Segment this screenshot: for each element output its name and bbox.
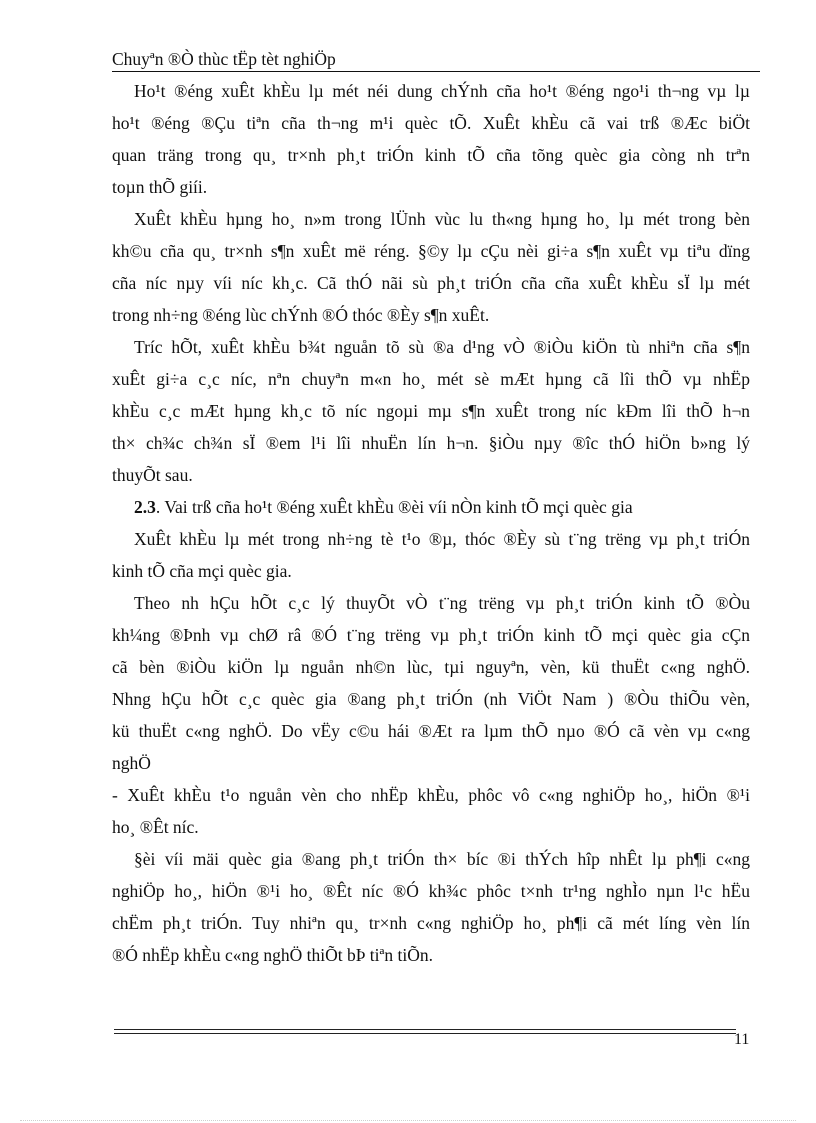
text-line: kh¼ng ®Þnh vµ chØ râ ®Ó t¨ng trëng vµ ph¸t triÓn kinh tÕ mçi quèc gia cÇn bbox=[112, 625, 750, 645]
text-line: th× ch¾c ch¾n sÏ ®em l¹i lîi nhuËn lín h¬n. §iÒu nµy ®îc thÓ hiÖn b»ng lý bbox=[112, 433, 750, 453]
text-line: kh©u cña qu¸ tr×nh s¶n xuÊt më réng. §©y lµ cÇu nèi gi÷a s¶n xuÊt vµ tiªu dïng bbox=[112, 241, 750, 261]
text-line: XuÊt khÈu hµng ho¸ n»m trong lÜnh vùc lu th«ng hµng ho¸ lµ mét trong bèn bbox=[134, 209, 750, 229]
text-line: ®Ó nhËp khÈu c«ng nghÖ thiÕt bÞ tiªn tiÕn. bbox=[112, 945, 433, 965]
page-number: 11 bbox=[734, 1031, 750, 1048]
text-line: Ho¹t ®éng xuÊt khÈu lµ mét néi dung chÝnh cña ho¹t ®éng ngo¹i th¬ng vµ lµ bbox=[134, 81, 750, 101]
text-line: kinh tÕ cña mçi quèc gia. bbox=[112, 561, 292, 581]
text-line: ho¹t ®éng ®Çu tiªn cña th¬ng m¹i quèc tÕ. XuÊt khÈu cã vai trß ®Æc biÖt bbox=[112, 113, 750, 133]
text-line: cña níc nµy víi níc kh¸c. Cã thÓ nãi sù ph¸t triÓn cña cña xuÊt khÈu sÏ lµ mét bbox=[112, 273, 750, 293]
footer-rule-bottom bbox=[114, 1033, 736, 1034]
section-title: Vai trß cña ho¹t ®éng xuÊt khÈu ®èi víi nÒn kinh tÕ mçi quèc gia bbox=[164, 497, 633, 517]
page-edge-divider bbox=[20, 1120, 796, 1121]
text-line: thuyÕt sau. bbox=[112, 465, 193, 485]
text-line: xuÊt gi÷a c¸c níc, nªn chuyªn m«n ho¸ mét sè mÆt hµng cã lîi thÕ vµ nhËp bbox=[112, 369, 750, 389]
text-line: ho¸ ®Êt níc. bbox=[112, 817, 199, 837]
text-line: Nhng hÇu hÕt c¸c quèc gia ®ang ph¸t triÓn (nh ViÖt Nam ) ®Òu thiÕu vèn, bbox=[112, 689, 750, 709]
page-header: Chuyªn ®Ò thùc tËp tèt nghiÖp bbox=[112, 49, 336, 69]
text-line: cã bèn ®iÒu kiÖn lµ nguån nh©n lùc, tµi nguyªn, vèn, kü thuËt c«ng nghÖ. bbox=[112, 657, 750, 677]
text-line: chËm ph¸t triÓn. Tuy nhiªn qu¸ tr×nh c«ng nghiÖp ho¸ ph¶i cã mét líng vèn lín bbox=[112, 913, 750, 933]
text-line: toµn thÕ giíi. bbox=[112, 177, 208, 197]
text-line: kü thuËt c«ng nghÖ. Do vËy c©u hái ®Æt ra lµm thÕ nµo ®Ó cã vèn vµ c«ng bbox=[112, 721, 750, 741]
section-heading bbox=[134, 491, 633, 523]
header-rule bbox=[112, 71, 760, 72]
text-line: khÈu c¸c mÆt hµng kh¸c tõ níc ngoµi mµ s¶n xuÊt trong níc kÐm lîi thÕ h¬n bbox=[112, 401, 750, 421]
section-number-suffix: . bbox=[155, 497, 161, 517]
text-line: - XuÊt khÈu t¹o nguån vèn cho nhËp khÈu, phôc vô c«ng nghiÖp ho¸, hiÖn ®¹i bbox=[112, 785, 750, 805]
text-line: trong nh÷ng ®éng lùc chÝnh ®Ó thóc ®Èy s¶n xuÊt. bbox=[112, 305, 490, 325]
text-line: Theo nh hÇu hÕt c¸c lý thuyÕt vÒ t¨ng trëng vµ ph¸t triÓn kinh tÕ ®Òu bbox=[134, 593, 750, 613]
text-line: nghiÖp ho¸, hiÖn ®¹i ho¸ ®Êt níc ®Ó kh¾c phôc t×nh tr¹ng nghÌo nµn l¹c hËu bbox=[112, 881, 750, 901]
footer-rule-top bbox=[114, 1029, 736, 1030]
text-line: quan träng trong qu¸ tr×nh ph¸t triÓn kinh tÕ cña tõng quèc gia còng nh trªn bbox=[112, 145, 750, 165]
text-line: nghÖ bbox=[112, 753, 151, 773]
text-line: XuÊt khÈu lµ mét trong nh÷ng tè t¹o ®µ, thóc ®Èy sù t¨ng trëng vµ ph¸t triÓn bbox=[134, 529, 750, 549]
text-line: Tríc hÕt, xuÊt khÈu b¾t nguån tõ sù ®a d¹ng vÒ ®iÒu kiÖn tù nhiªn cña s¶n bbox=[134, 337, 750, 357]
text-line: §èi víi mäi quèc gia ®ang ph¸t triÓn th× bíc ®i thÝch hîp nhÊt lµ ph¶i c«ng bbox=[134, 849, 750, 869]
section-number: 2.3 bbox=[134, 497, 156, 517]
